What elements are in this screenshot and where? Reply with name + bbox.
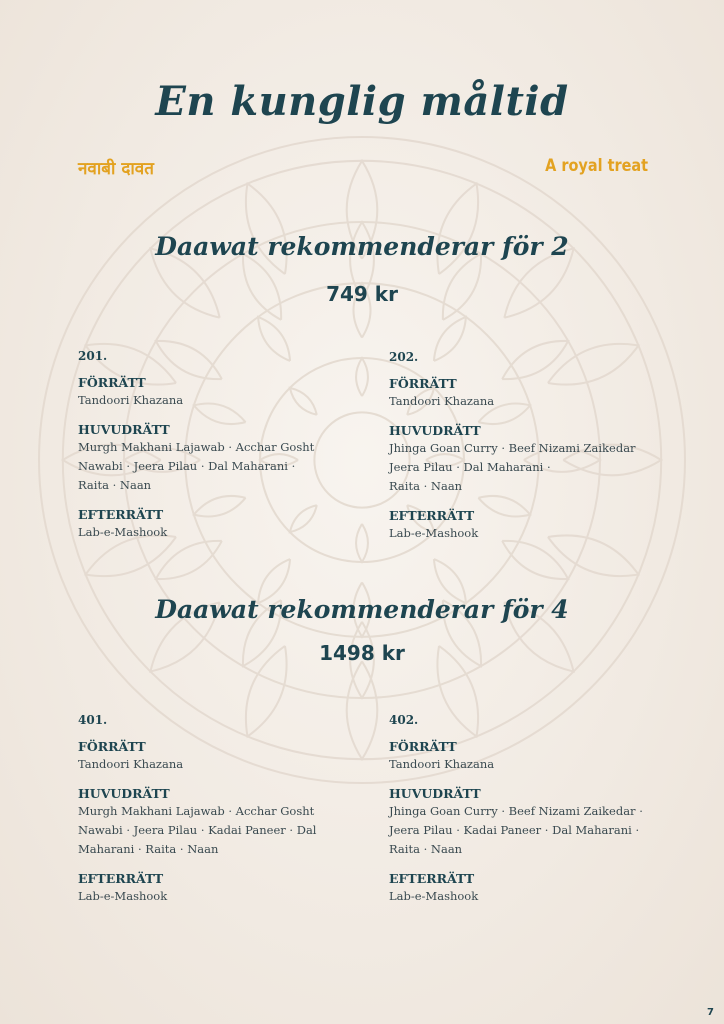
starter-text: Tandoori Khazana bbox=[78, 757, 184, 771]
price-for-4: 1498 kr bbox=[319, 641, 405, 665]
subtitle-hindi: नवाबी दावत bbox=[78, 159, 154, 179]
menu-402 bbox=[389, 712, 651, 906]
main-line: Jhinga Goan Curry · Beef Nizami Zaikedar · bbox=[389, 804, 643, 818]
main-line: Raita · Naan bbox=[389, 842, 463, 856]
page-title: En kunglig måltid bbox=[155, 78, 569, 125]
menu-201 bbox=[78, 348, 340, 542]
dessert-text: Lab-e-Mashook bbox=[78, 889, 168, 903]
starter-text: Tandoori Khazana bbox=[389, 394, 495, 408]
price-for-2: 749 kr bbox=[326, 282, 398, 306]
main-line: Nawabi · Jeera Pilau · Kadai Paneer · Dal bbox=[78, 823, 317, 837]
section-heading-for-4: Daawat rekommenderar för 4 bbox=[155, 595, 569, 624]
main-label: HUVUDRÄTT bbox=[389, 786, 481, 801]
menu-number: 201. bbox=[78, 349, 108, 363]
starter-text: Tandoori Khazana bbox=[389, 757, 495, 771]
main-line: Nawabi · Jeera Pilau · Dal Maharani · bbox=[78, 459, 296, 473]
section-heading-for-2: Daawat rekommenderar för 2 bbox=[155, 232, 569, 261]
menu-number: 402. bbox=[389, 713, 419, 727]
starter-label: FÖRRÄTT bbox=[389, 739, 457, 754]
main-label: HUVUDRÄTT bbox=[78, 786, 170, 801]
main-label: HUVUDRÄTT bbox=[389, 423, 481, 438]
main-line: Raita · Naan bbox=[389, 479, 463, 493]
menu-number: 202. bbox=[389, 350, 419, 364]
starter-label: FÖRRÄTT bbox=[78, 739, 146, 754]
main-label: HUVUDRÄTT bbox=[78, 422, 170, 437]
subtitle-english: A royal treat bbox=[545, 156, 648, 176]
dessert-label: EFTERRÄTT bbox=[389, 508, 475, 523]
dessert-text: Lab-e-Mashook bbox=[78, 525, 168, 539]
main-line: Jhinga Goan Curry · Beef Nizami Zaikedar bbox=[389, 441, 636, 455]
main-line: Jeera Pilau · Dal Maharani · bbox=[389, 460, 551, 474]
main-line: Raita · Naan bbox=[78, 478, 152, 492]
dessert-label: EFTERRÄTT bbox=[78, 507, 164, 522]
dessert-label: EFTERRÄTT bbox=[389, 871, 475, 886]
dessert-label: EFTERRÄTT bbox=[78, 871, 164, 886]
main-line: Murgh Makhani Lajawab · Acchar Gosht bbox=[78, 804, 315, 818]
starter-label: FÖRRÄTT bbox=[78, 375, 146, 390]
menu-number: 401. bbox=[78, 713, 108, 727]
menu-202 bbox=[389, 349, 651, 543]
main-line: Maharani · Raita · Naan bbox=[78, 842, 219, 856]
main-line: Jeera Pilau · Kadai Paneer · Dal Maharani · bbox=[389, 823, 640, 837]
dessert-text: Lab-e-Mashook bbox=[389, 889, 479, 903]
menu-401 bbox=[78, 712, 340, 906]
main-line: Murgh Makhani Lajawab · Acchar Gosht bbox=[78, 440, 315, 454]
dessert-text: Lab-e-Mashook bbox=[389, 526, 479, 540]
page-number: 7 bbox=[707, 1007, 714, 1018]
starter-text: Tandoori Khazana bbox=[78, 393, 184, 407]
starter-label: FÖRRÄTT bbox=[389, 376, 457, 391]
